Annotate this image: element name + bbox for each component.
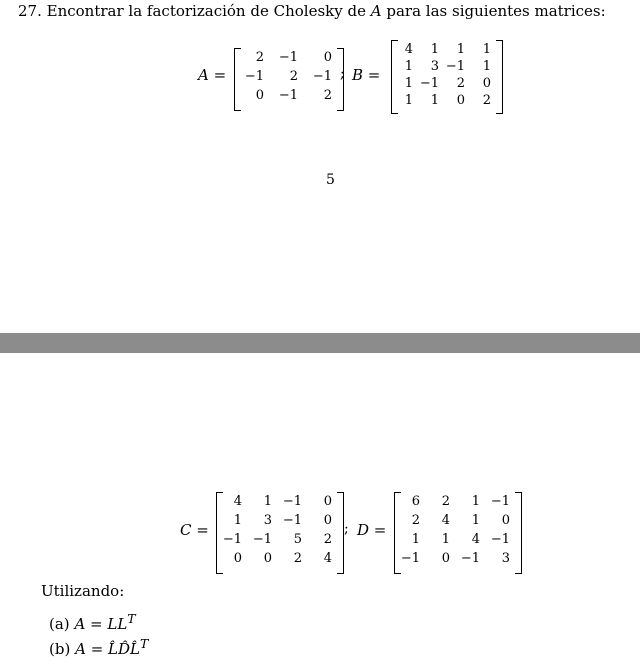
matrix-d-cell: 0: [501, 513, 510, 528]
matrix-b-cell: 2: [456, 76, 465, 91]
matrix-b: [391, 40, 503, 112]
matrix-c-right-bracket: [337, 492, 344, 574]
matrix-c-cell: 0: [263, 551, 272, 566]
matrix-b-cell: 1: [482, 59, 491, 74]
matrix-d-cell: 1: [411, 532, 420, 547]
matrix-c-cell: 4: [323, 551, 332, 566]
matrix-d-cell: −1: [490, 494, 510, 509]
problem-number: 27.: [18, 2, 42, 20]
matrix-c-cell: −1: [222, 532, 242, 547]
matrix-c-cell: 4: [233, 494, 242, 509]
matrix-b-cell: 1: [430, 42, 439, 57]
matrix-d-cell: 6: [411, 494, 420, 509]
matrix-d-cell: 4: [441, 513, 450, 528]
matrix-d-cell: −1: [490, 532, 510, 547]
item-a-marker: (a): [49, 615, 70, 633]
item-b-sup: T: [139, 636, 149, 651]
matrix-c-cell: 5: [293, 532, 302, 547]
problem-text-after: para las siguientes matrices:: [386, 2, 606, 20]
matrix-b-cell: 0: [456, 93, 465, 108]
item-b-marker: (b): [49, 640, 71, 658]
matrix-d-cell: −1: [460, 551, 480, 566]
matrix-a-cell: 2: [289, 69, 298, 84]
matrix-b-cell: 4: [404, 42, 413, 57]
matrix-c-cell: −1: [282, 513, 302, 528]
matrix-a-cell: −1: [278, 88, 298, 103]
item-a: [49, 611, 136, 633]
matrix-b-cell: 2: [482, 93, 491, 108]
matrix-d-cell: −1: [400, 551, 420, 566]
matrix-c-cell: 2: [323, 532, 332, 547]
matrix-b-cell: 3: [430, 59, 439, 74]
matrix-b-cell: −1: [419, 76, 439, 91]
matrix-b-cell: −1: [445, 59, 465, 74]
matrix-b-cell: 0: [482, 76, 491, 91]
matrix-b-cell: 1: [430, 93, 439, 108]
matrix-d-cell: 0: [441, 551, 450, 566]
matrix-d-cell: 1: [471, 494, 480, 509]
page-divider: [0, 333, 640, 353]
matrix-a-cell: −1: [244, 69, 264, 84]
matrix-a-cell: 0: [255, 88, 264, 103]
using-label: Utilizando:: [41, 582, 125, 600]
matrix-b-label: B =: [352, 66, 381, 84]
matrix-c-cell: 1: [263, 494, 272, 509]
matrix-c-cell: 2: [293, 551, 302, 566]
item-a-sup: T: [127, 611, 136, 626]
matrix-c: [216, 492, 344, 572]
matrix-d-label: D =: [357, 521, 387, 539]
matrix-d-cell: 3: [501, 551, 510, 566]
matrix-a-cell: −1: [278, 50, 298, 65]
problem-statement: [18, 2, 606, 20]
problem-variable: A: [370, 2, 382, 20]
item-a-formula: A = LL: [74, 615, 128, 633]
matrix-separator-bottom: ;: [344, 521, 349, 537]
matrix-c-cell: 1: [233, 513, 242, 528]
matrix-d-cell: 1: [471, 513, 480, 528]
item-b-formula: A = L̂D̂L̂: [75, 640, 140, 658]
matrix-c-cell: −1: [252, 532, 272, 547]
matrix-d-cell: 2: [411, 513, 420, 528]
problem-text-before: Encontrar la factorización de Cholesky de: [46, 2, 366, 20]
matrix-a-cell: 2: [323, 88, 332, 103]
matrix-d: [394, 492, 522, 572]
matrix-c-cell: −1: [282, 494, 302, 509]
matrix-b-cell: 1: [404, 76, 413, 91]
matrix-separator-top: ;: [340, 66, 345, 82]
matrix-a-cell: 2: [255, 50, 264, 65]
matrix-b-cell: 1: [456, 42, 465, 57]
matrix-b-cell: 1: [404, 93, 413, 108]
matrix-b-right-bracket: [496, 40, 503, 114]
matrix-c-cell: 0: [323, 513, 332, 528]
matrix-a-cell: 0: [323, 50, 332, 65]
item-b: [49, 636, 148, 658]
matrix-d-right-bracket: [515, 492, 522, 574]
matrix-c-cell: 0: [233, 551, 242, 566]
matrix-a-cell: −1: [312, 69, 332, 84]
matrix-a-label: A =: [198, 66, 227, 84]
matrix-b-cell: 1: [404, 59, 413, 74]
matrix-c-label: C =: [180, 521, 209, 539]
matrix-c-cell: 3: [263, 513, 272, 528]
matrix-d-cell: 2: [441, 494, 450, 509]
page-number: 5: [326, 172, 335, 188]
matrix-c-cell: 0: [323, 494, 332, 509]
matrix-a: [234, 48, 344, 109]
matrix-d-cell: 4: [471, 532, 480, 547]
matrix-d-cell: 1: [441, 532, 450, 547]
matrix-b-cell: 1: [482, 42, 491, 57]
